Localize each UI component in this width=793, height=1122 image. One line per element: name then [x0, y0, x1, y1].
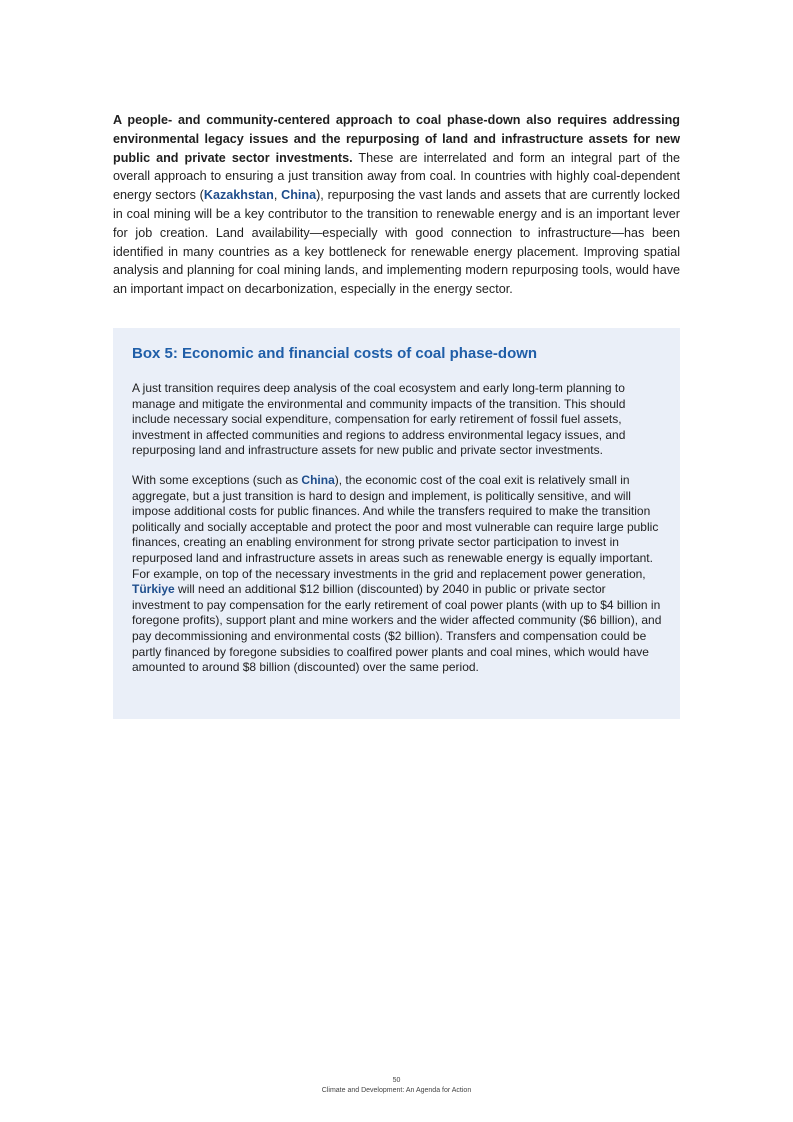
- intro-paragraph: [113, 111, 680, 299]
- intro-text-3: ), repurposing the vast lands and assets that are currently locked in coal mining will be a key contributor to the transition to renewable energy and is an important lever for job creation. Land availability—especially with good connection to infrastructure—has been identified in many countries as a key bottleneck for renewable energy placement. Improving spatial analysis and planning for coal mining lands, and implementing modern repurposing tools, would have an important impact on decarbonization, especially in the energy sector.: [113, 188, 681, 297]
- box-5: [113, 328, 680, 719]
- page-footer: [0, 1076, 793, 1096]
- intro-text-1: These are interrelated and form an integral part of the overall approach to ensuring a just transition away from coal. In countries with highly coal-dependent energy sectors (: [113, 150, 680, 203]
- country-turkiye: Türkiye: [132, 582, 175, 597]
- country-kazakhstan: Kazakhstan: [203, 188, 274, 203]
- box-paragraph-2: [132, 473, 662, 676]
- publication-title: Climate and Development: An Agenda for Action: [321, 1087, 472, 1094]
- page-number: 50: [392, 1077, 401, 1084]
- box-p2-text-c: will need an additional $12 billion (discounted) by 2040 in public or private sector investment to pay compensation for the early retirement of coal power plants (with up to $4 billion in foregone profits), support plant and mine workers and the wider affected community ($6 billion), and pay decommissioning and environmental costs ($2 billion). Transfers and compensation could be partly financed by foregone subsidies to coalfired power plants and coal mines, which would have amounted to around $8 billion (discounted) over the same period.: [132, 582, 662, 675]
- intro-lead: A people- and community-centered approach to coal phase-down also requires addressing environmental legacy issues and the repurposing of land and infrastructure assets for new public and private sector investments.: [113, 113, 680, 165]
- country-china: China: [281, 188, 317, 203]
- box-paragraph-1: A just transition requires deep analysis of the coal ecosystem and early long-term planning to manage and mitigate the environmental and community impacts of the transition. This should include necessary social expenditure, compensation for early retirement of fossil fuel assets, investment in affected communities and regions to address environmental legacy issues, and repurposing land and infrastructure assets for new public and private sector investments.: [132, 381, 626, 458]
- box-title: Box 5: Economic and financial costs of coal phase-down: [132, 345, 538, 362]
- box-p2-text-a: With some exceptions (such as: [132, 472, 302, 487]
- country-china-box: China: [301, 472, 335, 487]
- intro-text-2: ,: [273, 188, 282, 203]
- box-p2-text-b: ), the economic cost of the coal exit is relatively small in aggregate, but a just transition is hard to design and implement, is politically sensitive, and will impose additional costs for public finances. And while the transfers required to make the transition politically and socially acceptable and protect the poor and most vulnerable can require large public finances, creating an enabling environment for strong private sector participation to invest in repurposed land and infrastructure assets in areas such as renewable energy is equally important. For example, on top of the necessary investments in the grid and replacement power generation,: [132, 472, 659, 581]
